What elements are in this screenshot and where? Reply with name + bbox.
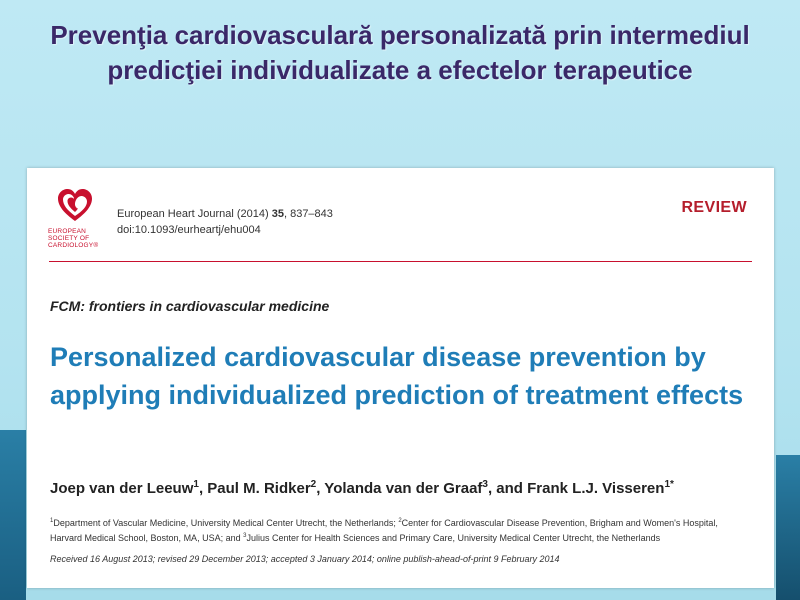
author-separator: , <box>198 480 208 497</box>
esc-logo <box>48 187 102 257</box>
affiliation-text: Center for Cardiovascular Disease Prevention, Brigham and Women's Hospital, Harvard Medical School, Boston, MA, USA; and <box>50 518 718 543</box>
author-sup: 2 <box>310 479 317 490</box>
section-label: FCM: frontiers in cardiovascular medicine <box>50 298 330 314</box>
decorative-wave-left <box>0 430 26 600</box>
journal-pages: , 837–843 <box>283 208 333 220</box>
heart-icon <box>56 187 94 225</box>
slide-title: Prevenţia cardiovasculară personalizată prin intermediul predicţiei individualizate a efectelor terapeutice <box>50 20 750 85</box>
author-list <box>50 479 770 497</box>
review-badge: REVIEW <box>681 199 747 216</box>
affiliation-sup: 1 <box>50 518 54 524</box>
author-sup: 3 <box>482 479 488 490</box>
header-divider <box>49 261 752 262</box>
decorative-wave-right <box>776 455 800 600</box>
author-sup: 1* <box>664 479 674 490</box>
received-dates: Received 16 August 2013; revised 29 December 2013; accepted 3 January 2014; online publish-ahead-of-print 9 February 2014 <box>50 554 560 564</box>
author-name: Paul M. Ridker <box>207 480 311 497</box>
affiliation-sup: 3 <box>243 533 247 539</box>
author-name: Yolanda van der Graaf <box>324 480 483 497</box>
logo-text: EUROPEAN SOCIETY OF CARDIOLOGY® <box>48 228 99 249</box>
doi: doi:10.1093/eurheartj/ehu004 <box>117 224 261 236</box>
journal-volume: 35 <box>271 208 284 220</box>
paper-title: Personalized cardiovascular disease prevention by applying individualized prediction of treatment effects <box>50 342 744 410</box>
journal-citation <box>117 206 333 238</box>
affiliations <box>50 515 750 545</box>
affiliation-sup: 2 <box>398 518 402 524</box>
author-sup: 1 <box>193 479 199 490</box>
paper-screenshot <box>27 168 774 588</box>
author-name: Joep van der Leeuw <box>50 480 194 497</box>
affiliation-text: Department of Vascular Medicine, University Medical Center Utrecht, the Netherlands; <box>53 518 399 528</box>
affiliation-text: Julius Center for Health Sciences and Primary Care, University Medical Center Utrecht, the Netherlands <box>246 533 661 543</box>
author-separator: , and <box>487 480 528 497</box>
author-name: Frank L.J. Visseren <box>527 480 665 497</box>
author-separator: , <box>316 480 325 497</box>
journal-name: European Heart Journal (2014) <box>117 208 272 220</box>
